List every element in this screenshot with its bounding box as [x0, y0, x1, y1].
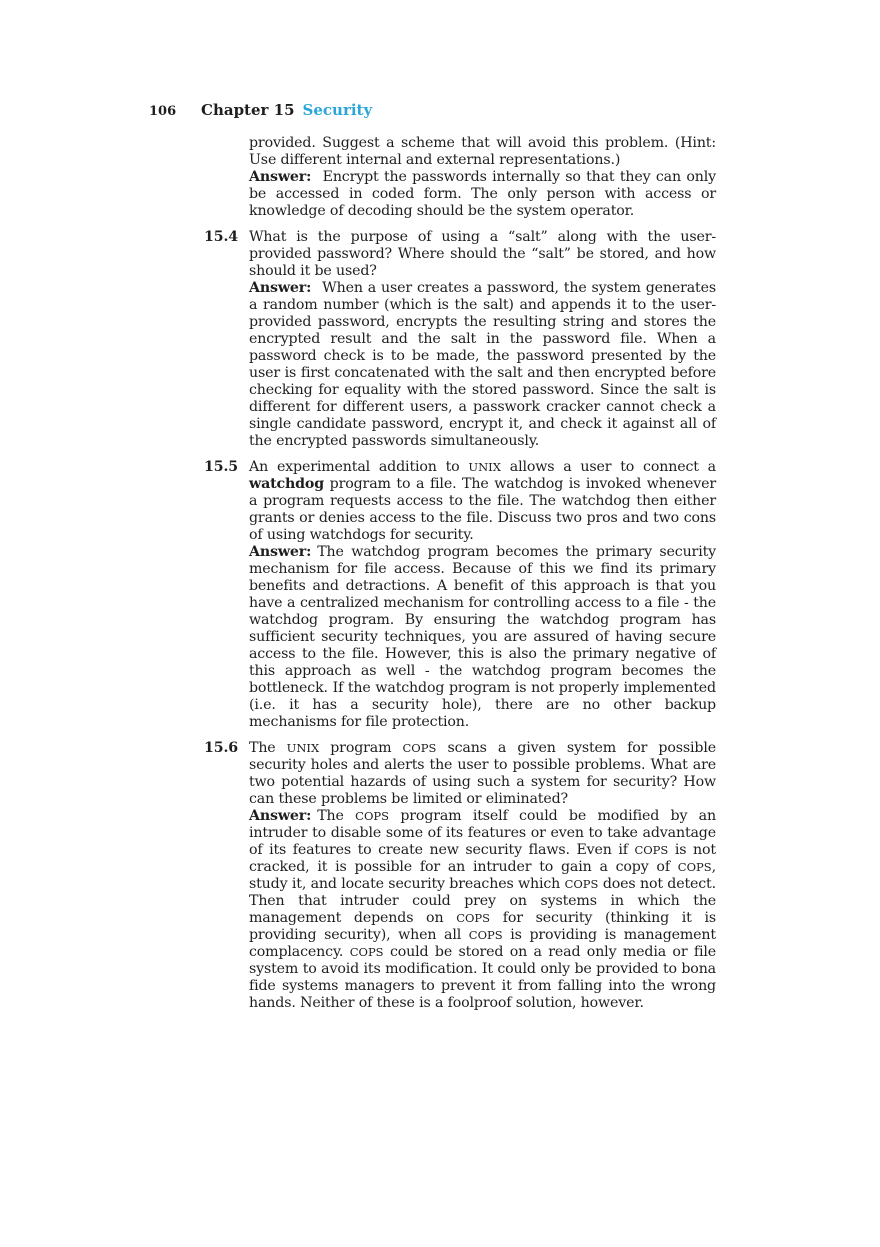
text-run: program itself could be modified by an intruder to disable some of its features or even to take advantage of its features to create new security flaws. Even if: [249, 808, 716, 858]
question-text: provided. Suggest a scheme that will avoid this problem. (Hint: Use different internal and external representations.): [249, 135, 716, 168]
section-title: Security: [302, 101, 373, 119]
unix-term: UNIX: [286, 741, 320, 755]
text-run: could be stored on a read only media or file system to avoid its modification. It could only be provided to bona fide systems managers to prevent it from falling into the wrong hands. Neither of these is a foolproof solution, however.: [249, 944, 716, 1011]
answer-body: The watchdog program becomes the primary security mechanism for file access. Because of this we find its primary benefits and detractions. A benefit of this approach is that you have a centralized mechanism for controlling access to a file - the watchdog program. By ensuring the watchdog program has sufficient security techniques, you are assured of having secure access to the file. However, this is also the primary negative of this approach as well - the watchdog program becomes the bottleneck. If the watchdog program is not properly implemented (i.e. it has a security hole), there are no other backup mechanisms for file protection.: [249, 544, 716, 730]
text-run: program to a file. The watchdog is invoked whenever a program requests access to the file. The watchdog then either grants or denies access to the file. Discuss two pros and two cons of using watchdogs for security.: [249, 476, 716, 543]
question-text: [249, 459, 716, 544]
chapter-label: Chapter 15: [201, 101, 295, 119]
page-header: [149, 100, 372, 122]
text-run: The: [317, 808, 344, 824]
question-number: 15.4: [204, 229, 238, 245]
text-run: allows a user to connect a: [509, 459, 716, 475]
question-number: 15.5: [204, 459, 238, 475]
cops-term: COPS: [634, 843, 669, 857]
cops-term: COPS: [564, 877, 599, 891]
page-body: [204, 135, 716, 1012]
answer-label: Answer:: [249, 169, 312, 185]
text-run: , study it, and locate security breaches which: [249, 859, 716, 892]
cops-term: COPS: [677, 860, 712, 874]
question-15-4: [204, 229, 716, 450]
text-run: program: [330, 740, 392, 756]
text-run: is providing is management complacency.: [249, 927, 716, 960]
answer-text: [249, 169, 716, 220]
cops-term: COPS: [456, 911, 491, 925]
text-run: for security (thinking it is providing security), when all: [249, 910, 716, 943]
cops-term: COPS: [349, 945, 384, 959]
question-number: 15.6: [204, 740, 238, 756]
watchdog-term: watchdog: [249, 476, 325, 492]
answer-label: Answer:: [249, 544, 312, 560]
unix-term: UNIX: [468, 460, 501, 474]
answer-text: [249, 544, 716, 731]
answer-label: Answer:: [249, 280, 312, 296]
answer-text: [249, 280, 716, 450]
question-continued: [204, 135, 716, 220]
text-run: scans a given system for possible security holes and alerts the user to possible problems. What are two potential hazards of using such a system for security? How can these problems be limited or eliminated?: [249, 740, 716, 807]
cops-term: COPS: [355, 809, 389, 823]
page-number: 106: [149, 104, 177, 119]
text-run: is not cracked, it is possible for an intruder to gain a copy of: [249, 842, 716, 875]
text-run: An experimental addition to: [249, 459, 460, 475]
question-15-5: [204, 459, 716, 731]
text-run: does not detect. Then that intruder could prey on systems in which the management depends on: [249, 876, 716, 926]
answer-body: Encrypt the passwords internally so that they can only be accessed in coded form. The only person with access or knowledge of decoding should be the system operator.: [249, 169, 716, 219]
question-text: [249, 740, 716, 808]
question-15-6: [204, 740, 716, 1012]
cops-term: COPS: [468, 928, 503, 942]
question-text: What is the purpose of using a “salt” along with the user-provided password? Where should the “salt” be stored, and how should it be used?: [249, 229, 716, 279]
cops-term: COPS: [402, 741, 437, 755]
text-run: The: [249, 740, 276, 756]
answer-label: Answer:: [249, 808, 312, 824]
answer-body: When a user creates a password, the system generates a random number (which is the salt) and appends it to the user-provided password, encrypts the resulting string and stores the encrypted result and the salt in the password file. When a password check is to be made, the password presented by the user is first concatenated with the salt and then encrypted before checking for equality with the stored password. Since the salt is different for different users, a passwork cracker cannot check a single candidate password, encrypt it, and check it against all of the encrypted passwords simultaneously.: [249, 280, 716, 449]
answer-text: [249, 808, 716, 1012]
